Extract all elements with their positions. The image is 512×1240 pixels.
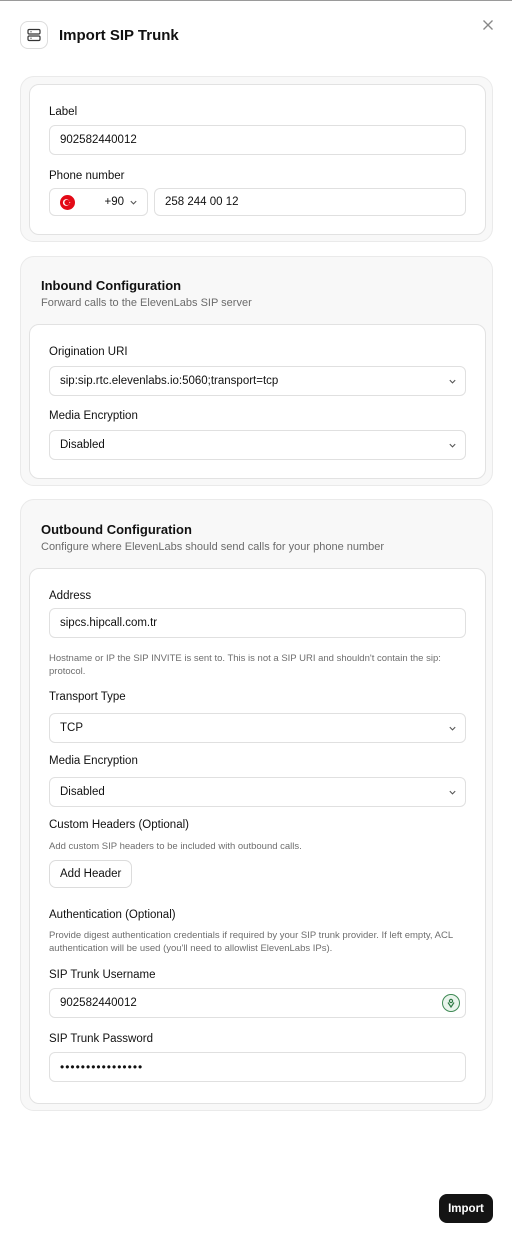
custom-headers-label: Custom Headers (Optional) bbox=[49, 819, 189, 831]
outbound-media-encryption-select[interactable] bbox=[49, 777, 466, 807]
outbound-subtitle: Configure where ElevenLabs should send calls for your phone number bbox=[41, 541, 385, 553]
sip-password-label: SIP Trunk Password bbox=[49, 1033, 153, 1045]
inbound-card bbox=[29, 324, 486, 479]
authentication-label: Authentication (Optional) bbox=[49, 909, 176, 921]
dialog-header bbox=[20, 21, 179, 49]
chevron-down-icon bbox=[447, 376, 457, 386]
origination-uri-value: sip:sip.rtc.elevenlabs.io:5060;transport=tcp bbox=[60, 375, 279, 387]
transport-type-value: TCP bbox=[60, 722, 83, 734]
inbound-subtitle: Forward calls to the ElevenLabs SIP server bbox=[41, 297, 252, 309]
custom-headers-help-text: Add custom SIP headers to be included with outbound calls. bbox=[49, 841, 302, 852]
transport-type-label: Transport Type bbox=[49, 691, 126, 703]
phone-number-input[interactable]: 258 244 00 12 bbox=[154, 188, 466, 216]
import-button[interactable]: Import bbox=[439, 1194, 493, 1223]
server-icon bbox=[20, 21, 48, 49]
chevron-down-icon bbox=[447, 723, 457, 733]
outbound-card bbox=[29, 568, 486, 1104]
authentication-help-text: Provide digest authentication credentials if required by your SIP trunk provider. If left empty, ACL authentication will be used (you'll need to allowlist ElevenLabs IPs). bbox=[49, 930, 453, 954]
inbound-media-encryption-label: Media Encryption bbox=[49, 410, 138, 422]
import-sip-trunk-dialog bbox=[0, 1, 512, 1240]
country-dial-code: +90 bbox=[104, 196, 124, 208]
country-code-select[interactable] bbox=[49, 188, 148, 216]
origination-uri-label: Origination URI bbox=[49, 346, 128, 358]
sip-username-input[interactable] bbox=[49, 988, 466, 1018]
chevron-down-icon bbox=[128, 197, 138, 207]
transport-type-select[interactable] bbox=[49, 713, 466, 743]
address-label: Address bbox=[49, 590, 92, 602]
outbound-media-encryption-label: Media Encryption bbox=[49, 755, 138, 767]
sip-password-input[interactable]: •••••••••••••••• bbox=[49, 1052, 466, 1082]
dialog-title: Import SIP Trunk bbox=[59, 26, 179, 44]
label-label: Label bbox=[49, 106, 78, 118]
turkey-flag-icon bbox=[60, 195, 75, 210]
chevron-down-icon bbox=[447, 440, 457, 450]
close-icon bbox=[482, 19, 494, 31]
basic-section bbox=[20, 76, 493, 242]
add-header-button[interactable]: Add Header bbox=[49, 860, 132, 888]
chevron-down-icon bbox=[447, 787, 457, 797]
password-manager-icon[interactable] bbox=[442, 994, 460, 1012]
outbound-section bbox=[20, 499, 493, 1111]
basic-card bbox=[29, 84, 486, 235]
outbound-title: Outbound Configuration bbox=[41, 522, 192, 537]
outbound-media-encryption-value: Disabled bbox=[60, 786, 105, 798]
phone-number-label: Phone number bbox=[49, 170, 125, 182]
sip-username-value: 902582440012 bbox=[60, 997, 137, 1009]
address-input[interactable]: sipcs.hipcall.com.tr bbox=[49, 608, 466, 638]
inbound-title: Inbound Configuration bbox=[41, 278, 182, 293]
inbound-media-encryption-value: Disabled bbox=[60, 439, 105, 451]
address-help-text: Hostname or IP the SIP INVITE is sent to. This is not a SIP URI and shouldn't contain the sip: protocol. bbox=[49, 653, 441, 677]
sip-username-label: SIP Trunk Username bbox=[49, 969, 156, 981]
close-button[interactable] bbox=[478, 15, 498, 35]
origination-uri-select[interactable] bbox=[49, 366, 466, 396]
label-input[interactable]: 902582440012 bbox=[49, 125, 466, 155]
inbound-section bbox=[20, 256, 493, 486]
inbound-media-encryption-select[interactable] bbox=[49, 430, 466, 460]
